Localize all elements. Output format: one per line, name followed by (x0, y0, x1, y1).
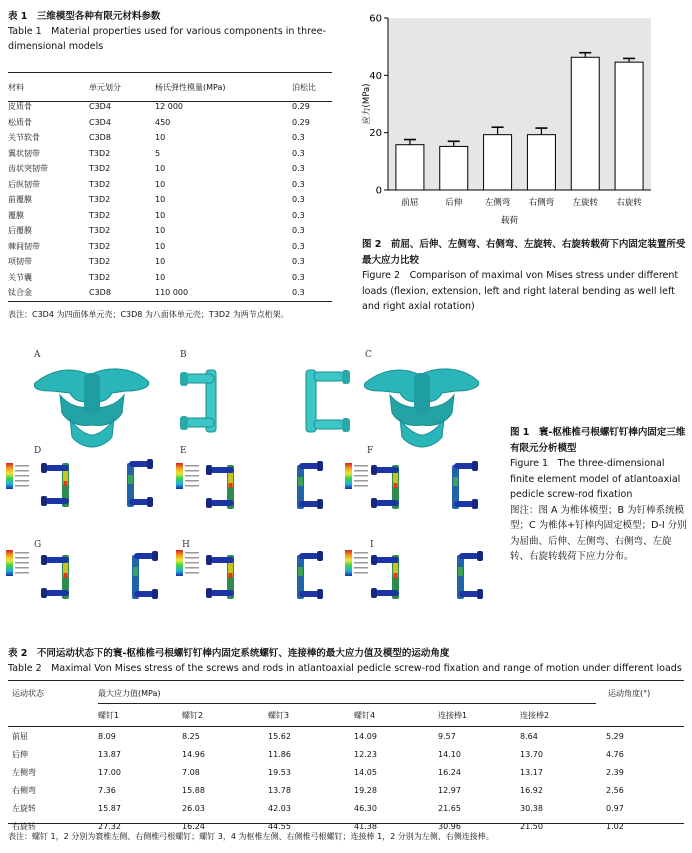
panel-h (176, 550, 323, 599)
table-cell: 0.97 (606, 803, 624, 813)
table-cell: 13.87 (98, 749, 121, 759)
table-cell: 30.96 (438, 821, 461, 831)
panel-letter-a: A (34, 350, 41, 360)
panel-c (364, 369, 478, 447)
table-cell: 15.88 (182, 785, 205, 795)
table-cell (12, 706, 98, 724)
table-cell: 14.09 (354, 731, 377, 741)
table1-top-rule (8, 72, 332, 73)
panel-f (345, 461, 478, 509)
table-cell: 泊松比 (292, 83, 316, 93)
table2-subheader-row (12, 706, 684, 724)
table-cell: 后伸 (12, 749, 28, 759)
panel-e (176, 461, 323, 509)
table-cell: 42.03 (268, 803, 291, 813)
table-cell: 14.05 (354, 767, 377, 777)
table-row (8, 192, 332, 208)
table-cell: 螺钉3 (268, 710, 290, 720)
table1-body (8, 99, 332, 301)
table-cell: 后覆膜 (8, 226, 32, 236)
table-cell: C3D4 (89, 102, 111, 112)
table-cell: 10 (155, 257, 166, 267)
panel-letter-e: E (180, 446, 187, 456)
panel-letter-g: G (34, 540, 42, 550)
table-cell: 19.28 (354, 785, 377, 795)
table-cell: 1.02 (606, 821, 624, 831)
figure2-caption-zh: 图 2 前屈、后伸、左侧弯、右侧弯、左旋转、右旋转载荷下内固定装置所受最大应力比较 (362, 239, 686, 266)
table2-body (12, 727, 684, 835)
panel-letter-f: F (367, 446, 374, 456)
table-cell: 27.32 (98, 821, 121, 831)
table-cell: 9.57 (438, 731, 456, 741)
table-cell: 翼状韧带 (8, 148, 40, 158)
table1-title-zh: 表 1 三维模型各种有限元材料参数 (8, 11, 161, 22)
table-cell: 前覆膜 (8, 195, 32, 205)
chart-plot-background (388, 18, 651, 190)
table2-stress-rule (98, 703, 596, 704)
table-cell: 前屈 (12, 731, 28, 741)
chart-y-tick-label: 20 (369, 128, 382, 140)
table-cell: 8.25 (182, 731, 200, 741)
table-row (12, 727, 684, 745)
table-row (8, 177, 332, 193)
chart-x-tick-label: 后伸 (445, 198, 463, 208)
panel-letter-d: D (34, 446, 42, 456)
figure1-caption-zh: 图 1 寰-枢椎椎弓根螺钉钉棒内固定三维有限元分析模型 (510, 427, 686, 454)
table-row (8, 115, 332, 131)
table-cell: 螺钉1 (98, 710, 120, 720)
table-cell: 0.3 (292, 195, 305, 205)
chart-y-label: 应力(MPa) (362, 83, 372, 125)
table-cell: 5 (155, 148, 161, 158)
table1-header-row (8, 80, 332, 96)
chart-y-tick-label: 60 (369, 13, 382, 25)
table-cell: 0.3 (292, 179, 305, 189)
table-cell: 4.76 (606, 749, 624, 759)
table-cell (606, 706, 684, 724)
panel-b (180, 370, 350, 432)
table-cell: 26.03 (182, 803, 205, 813)
table1-note: 表注：C3D4 为四面体单元壳；C3D8 为八面体单元壳；T3D2 为两节点桁架。 (8, 310, 289, 319)
table-cell: 10 (155, 210, 166, 220)
chart-bar (527, 135, 555, 190)
table-row (8, 285, 332, 301)
table-cell: 单元划分 (89, 83, 121, 93)
panel-letter-b: B (180, 350, 187, 360)
table-cell: 连接棒2 (520, 710, 550, 720)
table-row (12, 763, 684, 781)
table-cell: 15.62 (268, 731, 291, 741)
panel-g (6, 550, 158, 599)
table-cell: 左侧弯 (12, 767, 36, 777)
chart-bar (484, 135, 512, 190)
table-cell: 14.96 (182, 749, 205, 759)
table-cell: T3D2 (89, 257, 111, 267)
table-cell: T3D2 (89, 195, 111, 205)
table-cell: 0.3 (292, 210, 305, 220)
table-cell: 450 (155, 117, 171, 127)
table-cell: 17.00 (98, 767, 121, 777)
table-cell: 0.29 (292, 102, 310, 112)
table-cell: 12 000 (155, 102, 183, 112)
chart-bar (615, 62, 643, 190)
panel-letter-h: H (182, 540, 190, 550)
figure2-caption (362, 237, 687, 315)
table-cell: 材料 (8, 83, 24, 93)
table1 (8, 80, 332, 96)
table-row (8, 146, 332, 162)
table-row (8, 130, 332, 146)
table-row (8, 223, 332, 239)
table1-bottom-rule (8, 301, 332, 302)
table-cell: T3D2 (89, 164, 111, 174)
table-cell: T3D2 (89, 241, 111, 251)
figure2-bar-chart (360, 10, 687, 232)
table-row (12, 745, 684, 763)
table2-header-state: 运动状态 (12, 689, 44, 698)
table-row (12, 781, 684, 799)
table-cell: 44.55 (268, 821, 291, 831)
table-cell: 连接棒1 (438, 710, 468, 720)
panel-letter-i: I (370, 540, 374, 550)
chart-bar (571, 57, 599, 190)
table2 (12, 706, 684, 724)
table-cell: 21.65 (438, 803, 461, 813)
chart-x-tick-label: 左旋转 (572, 198, 599, 208)
table-row (8, 161, 332, 177)
chart-y-tick-label: 40 (369, 70, 382, 82)
chart-x-label: 载荷 (500, 216, 519, 226)
table2-title-en: Table 2 Maximal Von Mises stress of the screws and rods in atlantoaxial pedicle screw-rod fixation and range of motion under different loads (8, 663, 682, 674)
table2-header-stress: 最大应力值(MPa) (98, 689, 161, 698)
table-cell: 0.3 (292, 257, 305, 267)
table-cell: 0.3 (292, 288, 305, 298)
panel-letter-c: C (365, 350, 372, 360)
table-cell: 关节软骨 (8, 133, 40, 143)
table2-bottom-rule (8, 823, 684, 824)
table-cell: 10 (155, 226, 166, 236)
chart-x-tick-label: 左侧弯 (484, 198, 511, 208)
figure1-caption (510, 425, 688, 565)
figure1-image (0, 345, 500, 615)
table-cell: 0.3 (292, 148, 305, 158)
table-cell: 0.3 (292, 226, 305, 236)
table-cell: 关节囊 (8, 272, 32, 282)
table-cell: 41.38 (354, 821, 377, 831)
panel-i (345, 550, 483, 599)
table-row (8, 239, 332, 255)
table-cell: 棘间韧带 (8, 241, 40, 251)
table-row (8, 270, 332, 286)
table-cell: T3D2 (89, 210, 111, 220)
table-cell: 16.92 (520, 785, 543, 795)
table1-title-en: Table 1 Material properties used for various components in three-dimensional models (8, 26, 326, 52)
table-cell: 10 (155, 179, 166, 189)
table-cell: T3D2 (89, 179, 111, 189)
chart-x-tick-label: 右旋转 (616, 198, 642, 208)
table-cell: 13.78 (268, 785, 291, 795)
table-cell: 0.3 (292, 241, 305, 251)
table-cell: 项韧带 (8, 257, 32, 267)
table-cell: 12.23 (354, 749, 377, 759)
table-cell: 钛合金 (8, 288, 32, 298)
table-cell: 19.53 (268, 767, 291, 777)
table-cell: C3D8 (89, 288, 111, 298)
table-cell: 110 000 (155, 288, 189, 298)
table-cell: 12.97 (438, 785, 461, 795)
table-cell: 螺钉2 (182, 710, 204, 720)
table-cell: 7.36 (98, 785, 116, 795)
table-cell: 14.10 (438, 749, 461, 759)
chart-bar (440, 146, 468, 190)
table-cell: 齿状突韧带 (8, 164, 48, 174)
table-cell: 10 (155, 272, 166, 282)
table-cell: 0.3 (292, 164, 305, 174)
table-cell: 5.29 (606, 731, 624, 741)
table-cell: 覆膜 (8, 210, 24, 220)
table-cell: 10 (155, 241, 166, 251)
chart-x-tick-label: 前屈 (401, 198, 419, 208)
table-cell: 16.24 (182, 821, 205, 831)
figure2-caption-en: Figure 2 Comparison of maximal von Mises stress under different loads (flexion, extension, left and right lateral bending as well left and right axial rotation) (362, 270, 679, 312)
table-cell: 11.86 (268, 749, 291, 759)
table-row (12, 799, 684, 817)
table-cell: 15.87 (98, 803, 121, 813)
table-cell: 46.30 (354, 803, 377, 813)
table-row (8, 254, 332, 270)
table-cell: 2.39 (606, 767, 624, 777)
figure1-caption-en: Figure 1 The three-dimensional finite element model of atlantoaxial pedicle screw-rod fixation (510, 458, 681, 500)
table-cell: 13.70 (520, 749, 543, 759)
figure1-note-zh: 图注：图 A 为椎体模型；B 为钉棒系统模型；C 为椎体+钉棒内固定模型；D-I 分别为屈曲、后伸、左侧弯、右侧弯、左旋转、右旋转载荷下应力分布。 (510, 504, 687, 562)
table-cell: 8.09 (98, 731, 116, 741)
table-cell: 13.17 (520, 767, 543, 777)
table-cell: T3D2 (89, 148, 111, 158)
table2-title-zh: 表 2 不同运动状态下的寰-枢椎椎弓根螺钉钉棒内固定系统螺钉、连接棒的最大应力值及模型的运动角度 (8, 648, 450, 659)
table-cell: 10 (155, 195, 166, 205)
chart-x-tick-label: 右侧弯 (528, 198, 555, 208)
table-cell: C3D8 (89, 133, 111, 143)
table-cell: 30.38 (520, 803, 543, 813)
table-cell: 松质骨 (8, 117, 32, 127)
table-cell: 皮质骨 (8, 102, 32, 112)
table-cell: 螺钉4 (354, 710, 376, 720)
table-cell: 后纵韧带 (8, 179, 40, 189)
table-cell: 0.29 (292, 117, 310, 127)
table-cell: 右侧弯 (12, 785, 36, 795)
table-cell: T3D2 (89, 272, 111, 282)
table-row (8, 208, 332, 224)
table-cell: 0.3 (292, 272, 305, 282)
panel-a (34, 369, 148, 447)
table-cell: 10 (155, 164, 166, 174)
table-cell: 8.64 (520, 731, 538, 741)
table-cell: 7.08 (182, 767, 200, 777)
table-cell: 0.3 (292, 133, 305, 143)
chart-y-tick-label: 0 (375, 185, 382, 197)
panel-d (6, 459, 153, 507)
table-cell: 2.56 (606, 785, 624, 795)
table-cell: 右旋转 (12, 821, 36, 831)
chart-bar (396, 145, 424, 190)
table2-header-angle: 运动角度(°) (608, 689, 651, 698)
table-cell: T3D2 (89, 226, 111, 236)
table2-note: 表注：螺钉 1，2 分别为寰椎左侧、右侧椎弓根螺钉；螺钉 3，4 为枢椎左侧、右侧椎弓根螺钉；连接棒 1，2 分别为左侧、右侧连接棒。 (8, 832, 494, 841)
table-cell: C3D4 (89, 117, 111, 127)
table-cell: 21.50 (520, 821, 543, 831)
table-cell: 杨氏弹性模量(MPa) (155, 83, 226, 93)
table2-top-rule (8, 680, 684, 681)
table-cell: 10 (155, 133, 166, 143)
table-cell: 16.24 (438, 767, 461, 777)
table-cell: 左旋转 (12, 803, 36, 813)
table-row (8, 99, 332, 115)
